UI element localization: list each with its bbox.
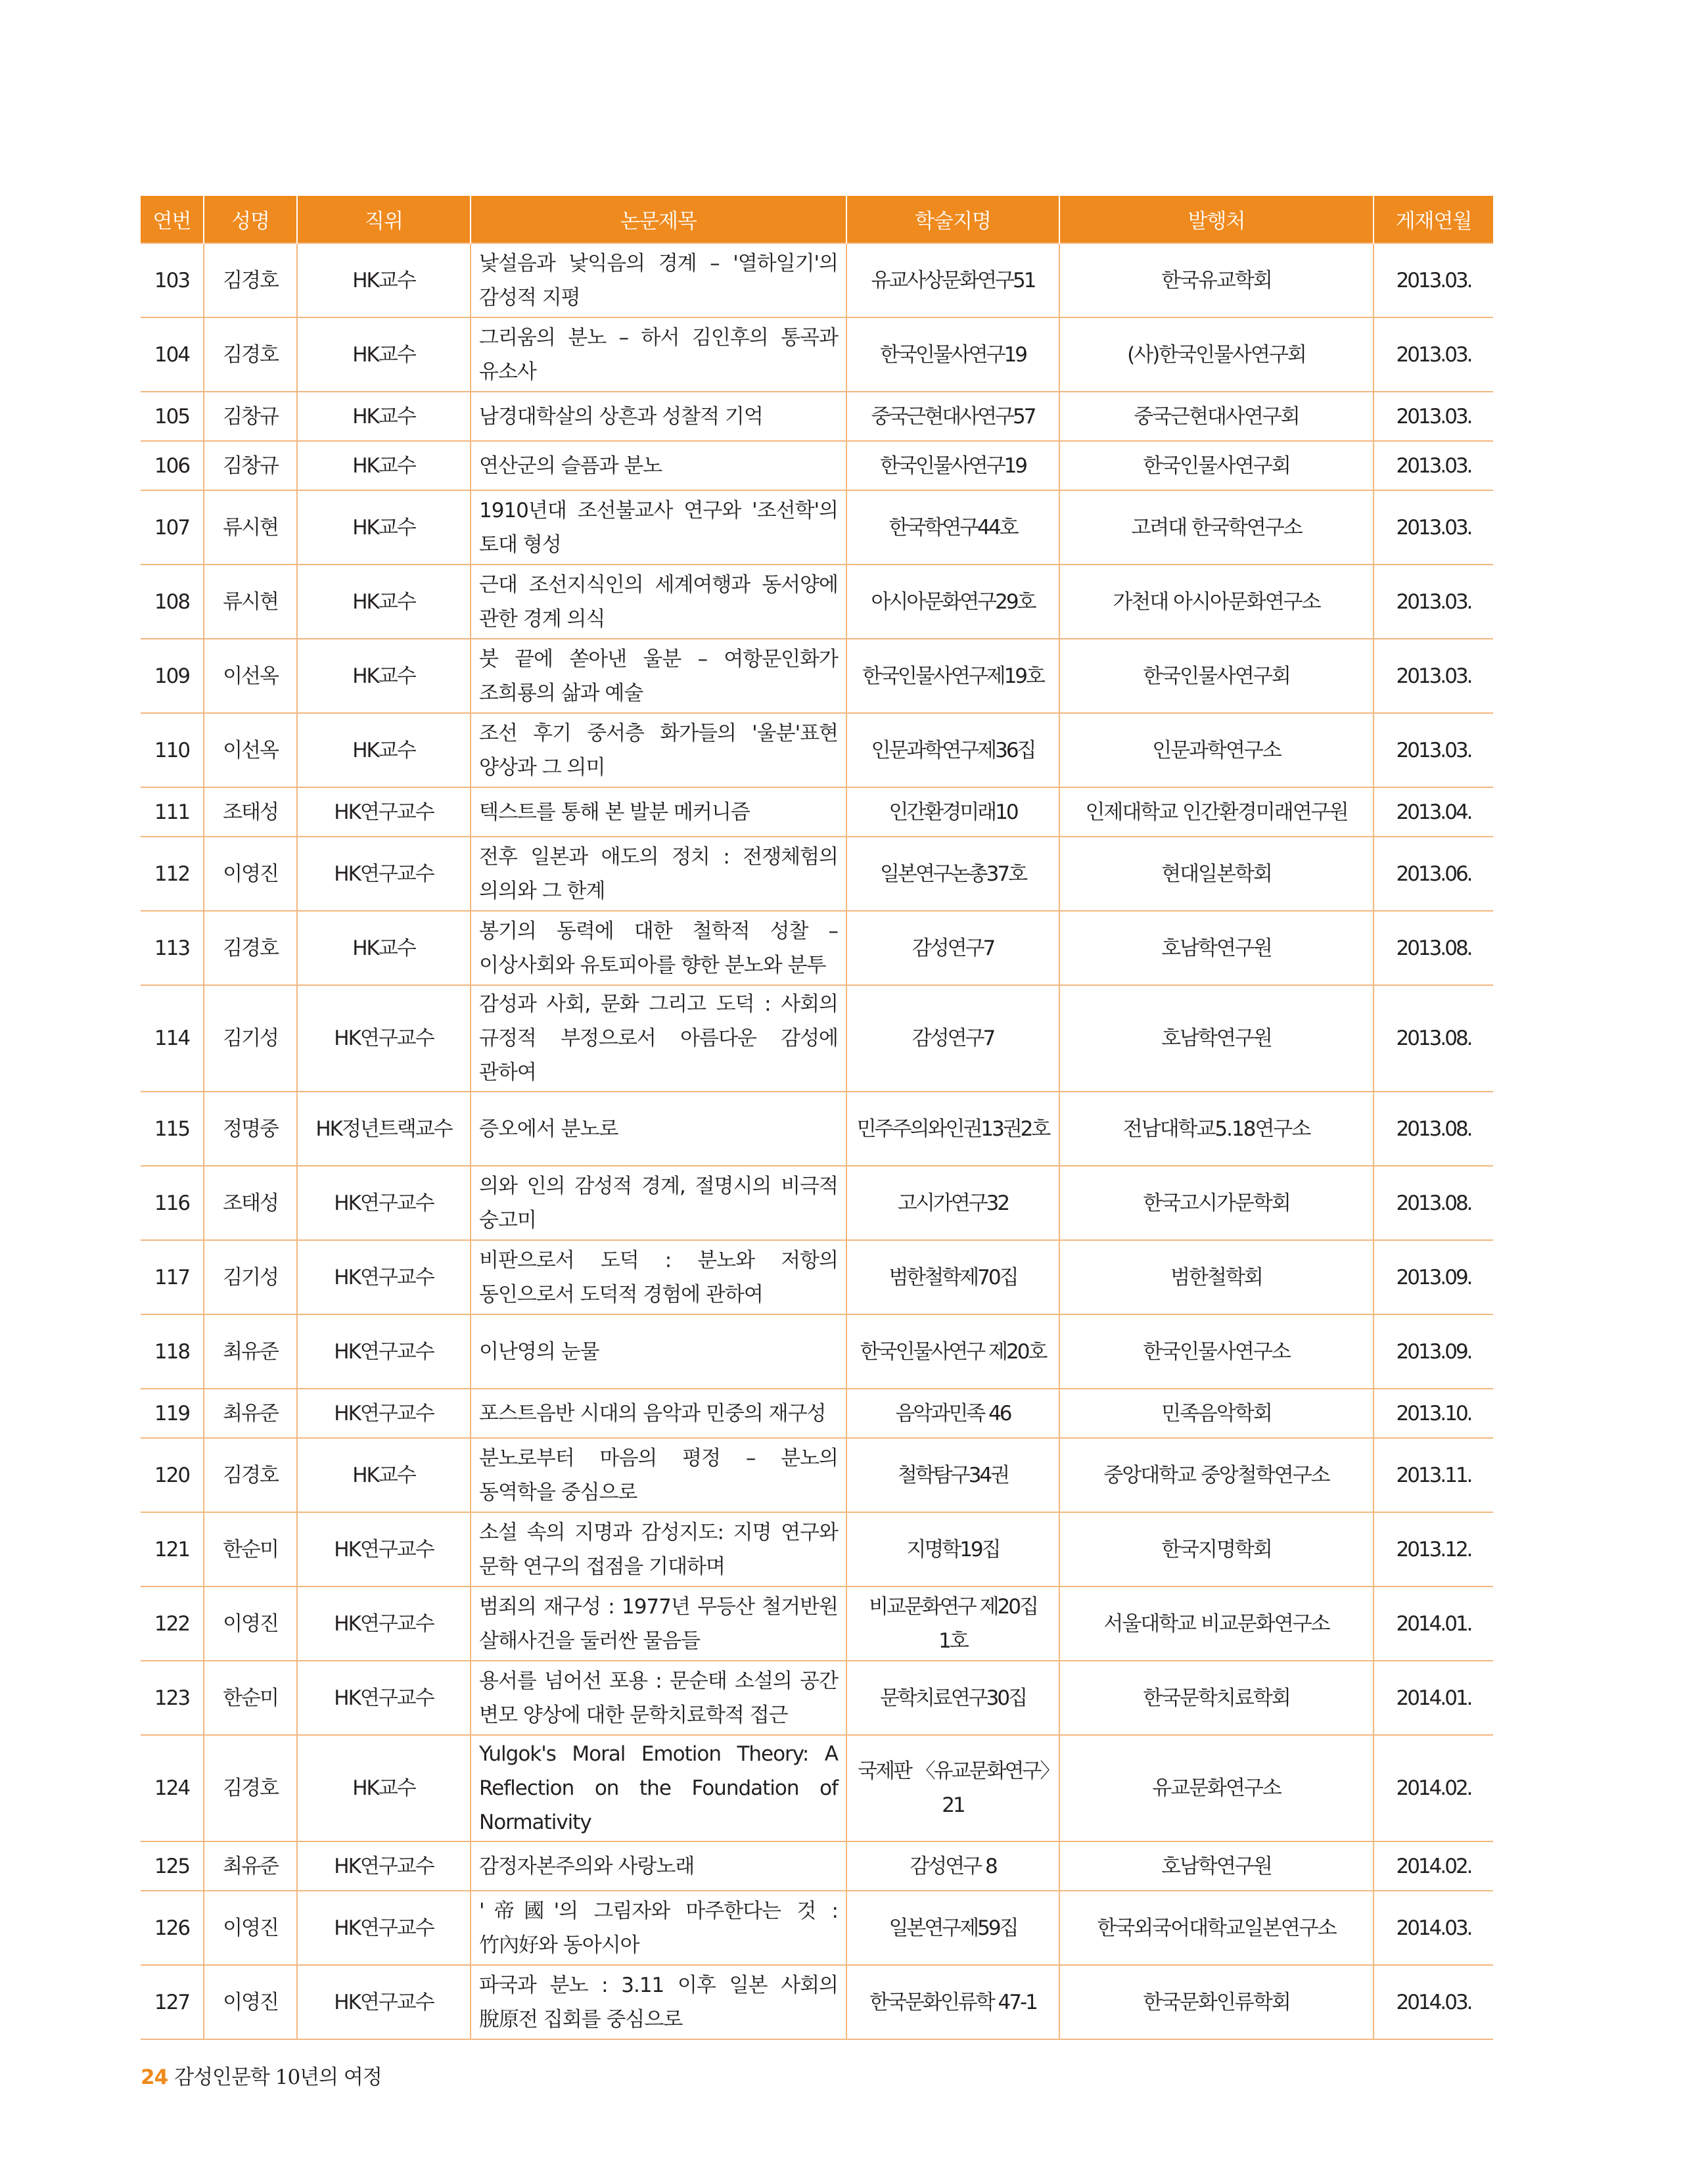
cell-title: 연산군의 슬픔과 분노 — [471, 441, 846, 490]
cell-position: HK연구교수 — [297, 1512, 471, 1586]
cell-journal: 감성연구 8 — [846, 1841, 1059, 1891]
cell-journal: 인문과학연구제36집 — [846, 713, 1059, 787]
cell-name: 이선옥 — [204, 713, 297, 787]
cell-journal: 철학탐구34권 — [846, 1438, 1059, 1512]
page-number: 24 — [141, 2066, 168, 2089]
cell-position: HK교수 — [297, 911, 471, 985]
cell-position: HK연구교수 — [297, 1841, 471, 1891]
cell-journal: 아시아문화연구29호 — [846, 565, 1059, 639]
table-row — [141, 837, 1493, 911]
cell-no: 103 — [141, 243, 204, 317]
table-row — [141, 392, 1493, 441]
cell-publisher: 인제대학교 인간환경미래연구원 — [1059, 787, 1373, 837]
cell-date: 2013.11. — [1373, 1438, 1493, 1512]
cell-journal: 중국근현대사연구57 — [846, 392, 1059, 441]
cell-name: 김경호 — [204, 317, 297, 392]
header-date: 게재연월 — [1373, 196, 1493, 243]
cell-position: HK연구교수 — [297, 1891, 471, 1965]
cell-publisher: 한국문화인류학회 — [1059, 1965, 1373, 2039]
cell-no: 123 — [141, 1661, 204, 1735]
table-header-row — [141, 196, 1493, 243]
page-footer — [141, 2060, 382, 2090]
cell-position: HK연구교수 — [297, 1389, 471, 1438]
cell-publisher: 서울대학교 비교문화연구소 — [1059, 1586, 1373, 1661]
cell-no: 125 — [141, 1841, 204, 1891]
cell-position: HK정년트랙교수 — [297, 1092, 471, 1166]
cell-position: HK연구교수 — [297, 985, 471, 1092]
cell-name: 이영진 — [204, 1891, 297, 1965]
table-row — [141, 911, 1493, 985]
header-no: 연번 — [141, 196, 204, 243]
cell-no: 112 — [141, 837, 204, 911]
cell-date: 2013.03. — [1373, 392, 1493, 441]
table-row — [141, 1512, 1493, 1586]
cell-title: 증오에서 분노로 — [471, 1092, 846, 1166]
cell-publisher: 전남대학교5.18연구소 — [1059, 1092, 1373, 1166]
cell-name: 최유준 — [204, 1841, 297, 1891]
cell-no: 120 — [141, 1438, 204, 1512]
cell-publisher: 범한철학회 — [1059, 1240, 1373, 1314]
cell-name: 한순미 — [204, 1512, 297, 1586]
cell-position: HK교수 — [297, 441, 471, 490]
cell-journal: 고시가연구32 — [846, 1166, 1059, 1240]
cell-name: 이영진 — [204, 1965, 297, 2039]
cell-position: HK연구교수 — [297, 1314, 471, 1389]
table-row — [141, 639, 1493, 713]
cell-date: 2014.01. — [1373, 1661, 1493, 1735]
cell-journal: 감성연구7 — [846, 911, 1059, 985]
cell-date: 2013.03. — [1373, 639, 1493, 713]
cell-journal: 한국문화인류학 47-1 — [846, 1965, 1059, 2039]
cell-name: 김경호 — [204, 243, 297, 317]
cell-position: HK교수 — [297, 1438, 471, 1512]
table-row — [141, 1965, 1493, 2039]
cell-position: HK교수 — [297, 639, 471, 713]
cell-no: 124 — [141, 1735, 204, 1841]
cell-publisher: 한국인물사연구소 — [1059, 1314, 1373, 1389]
cell-no: 113 — [141, 911, 204, 985]
cell-title: 봉기의 동력에 대한 철학적 성찰 – 이상사회와 유토피아를 향한 분노와 분투 — [471, 911, 846, 985]
cell-publisher: 현대일본학회 — [1059, 837, 1373, 911]
cell-name: 최유준 — [204, 1314, 297, 1389]
cell-journal: 유교사상문화연구51 — [846, 243, 1059, 317]
cell-publisher: (사)한국인물사연구회 — [1059, 317, 1373, 392]
cell-no: 126 — [141, 1891, 204, 1965]
cell-no: 117 — [141, 1240, 204, 1314]
cell-journal: 인간환경미래10 — [846, 787, 1059, 837]
cell-publisher: 가천대 아시아문화연구소 — [1059, 565, 1373, 639]
cell-no: 109 — [141, 639, 204, 713]
cell-title: 감정자본주의와 사랑노래 — [471, 1841, 846, 1891]
cell-date: 2013.10. — [1373, 1389, 1493, 1438]
cell-position: HK교수 — [297, 713, 471, 787]
cell-title: 이난영의 눈물 — [471, 1314, 846, 1389]
cell-date: 2013.03. — [1373, 713, 1493, 787]
cell-no: 105 — [141, 392, 204, 441]
cell-publisher: 민족음악학회 — [1059, 1389, 1373, 1438]
cell-date: 2013.06. — [1373, 837, 1493, 911]
table-row — [141, 1166, 1493, 1240]
cell-position: HK교수 — [297, 243, 471, 317]
table-row — [141, 1735, 1493, 1841]
cell-title: 남경대학살의 상흔과 성찰적 기억 — [471, 392, 846, 441]
cell-name: 류시현 — [204, 490, 297, 565]
cell-title: 분노로부터 마음의 평정 – 분노의 동역학을 중심으로 — [471, 1438, 846, 1512]
cell-title: 포스트음반 시대의 음악과 민중의 재구성 — [471, 1389, 846, 1438]
cell-date: 2013.03. — [1373, 441, 1493, 490]
cell-name: 최유준 — [204, 1389, 297, 1438]
cell-title: 소설 속의 지명과 감성지도: 지명 연구와 문학 연구의 접점을 기대하며 — [471, 1512, 846, 1586]
cell-date: 2013.08. — [1373, 1166, 1493, 1240]
cell-journal: 한국인물사연구19 — [846, 317, 1059, 392]
cell-no: 106 — [141, 441, 204, 490]
cell-date: 2013.03. — [1373, 243, 1493, 317]
cell-publisher: 중앙대학교 중앙철학연구소 — [1059, 1438, 1373, 1512]
cell-name: 조태성 — [204, 787, 297, 837]
cell-journal: 음악과민족 46 — [846, 1389, 1059, 1438]
cell-journal: 한국인물사연구 제20호 — [846, 1314, 1059, 1389]
table-body — [141, 243, 1493, 2039]
cell-name: 김기성 — [204, 1240, 297, 1314]
cell-date: 2014.03. — [1373, 1965, 1493, 2039]
cell-date: 2014.02. — [1373, 1841, 1493, 1891]
cell-journal: 문학치료연구30집 — [846, 1661, 1059, 1735]
cell-journal: 일본연구제59집 — [846, 1891, 1059, 1965]
cell-publisher: 한국지명학회 — [1059, 1512, 1373, 1586]
cell-title: 그리움의 분노 – 하서 김인후의 통곡과 유소사 — [471, 317, 846, 392]
cell-no: 114 — [141, 985, 204, 1092]
cell-name: 이영진 — [204, 837, 297, 911]
cell-name: 김창규 — [204, 392, 297, 441]
cell-position: HK연구교수 — [297, 837, 471, 911]
table-row — [141, 1240, 1493, 1314]
cell-date: 2013.08. — [1373, 985, 1493, 1092]
cell-title: 1910년대 조선불교사 연구와 '조선학'의 토대 형성 — [471, 490, 846, 565]
cell-publisher: 한국문학치료학회 — [1059, 1661, 1373, 1735]
table-row — [141, 985, 1493, 1092]
table-row — [141, 787, 1493, 837]
table-row — [141, 1438, 1493, 1512]
cell-name: 김기성 — [204, 985, 297, 1092]
cell-position: HK연구교수 — [297, 1661, 471, 1735]
cell-date: 2013.04. — [1373, 787, 1493, 837]
cell-date: 2013.03. — [1373, 565, 1493, 639]
cell-name: 정명중 — [204, 1092, 297, 1166]
cell-no: 111 — [141, 787, 204, 837]
cell-position: HK연구교수 — [297, 787, 471, 837]
publication-table-container — [141, 196, 1493, 2040]
cell-publisher: 고려대 한국학연구소 — [1059, 490, 1373, 565]
cell-publisher: 호남학연구원 — [1059, 985, 1373, 1092]
cell-journal: 민주주의와인권13권2호 — [846, 1092, 1059, 1166]
cell-title: 붓 끝에 쏟아낸 울분 – 여항문인화가 조희룡의 삶과 예술 — [471, 639, 846, 713]
cell-title: 전후 일본과 애도의 정치 : 전쟁체험의 의의와 그 한계 — [471, 837, 846, 911]
cell-publisher: 한국인물사연구회 — [1059, 639, 1373, 713]
cell-no: 104 — [141, 317, 204, 392]
cell-no: 119 — [141, 1389, 204, 1438]
cell-title: 감성과 사회, 문화 그리고 도덕 : 사회의 규정적 부정으로서 아름다운 감성에 관하여 — [471, 985, 846, 1092]
cell-no: 107 — [141, 490, 204, 565]
cell-journal: 지명학19집 — [846, 1512, 1059, 1586]
cell-date: 2014.03. — [1373, 1891, 1493, 1965]
publication-table — [141, 196, 1493, 2040]
cell-publisher: 한국고시가문학회 — [1059, 1166, 1373, 1240]
cell-no: 121 — [141, 1512, 204, 1586]
cell-journal: 한국학연구44호 — [846, 490, 1059, 565]
cell-journal: 한국인물사연구19 — [846, 441, 1059, 490]
table-row — [141, 1389, 1493, 1438]
cell-title: 범죄의 재구성 : 1977년 무등산 철거반원 살해사건을 둘러싼 물음들 — [471, 1586, 846, 1661]
cell-no: 115 — [141, 1092, 204, 1166]
header-title: 논문제목 — [471, 196, 846, 243]
table-row — [141, 565, 1493, 639]
cell-title: 근대 조선지식인의 세계여행과 동서양에 관한 경계 의식 — [471, 565, 846, 639]
cell-publisher: 인문과학연구소 — [1059, 713, 1373, 787]
cell-title: 의와 인의 감성적 경계, 절명시의 비극적 숭고미 — [471, 1166, 846, 1240]
cell-title: 용서를 넘어선 포용 : 문순태 소설의 공간 변모 양상에 대한 문학치료학적 접근 — [471, 1661, 846, 1735]
cell-journal: 비교문화연구 제20집 1호 — [846, 1586, 1059, 1661]
cell-title: Yulgok's Moral Emotion Theory: A Reflection on the Foundation of Normativity — [471, 1735, 846, 1841]
cell-no: 108 — [141, 565, 204, 639]
cell-title: 텍스트를 통해 본 발분 메커니즘 — [471, 787, 846, 837]
cell-date: 2013.09. — [1373, 1314, 1493, 1389]
header-name: 성명 — [204, 196, 297, 243]
cell-date: 2013.12. — [1373, 1512, 1493, 1586]
table-row — [141, 1661, 1493, 1735]
cell-position: HK연구교수 — [297, 1166, 471, 1240]
table-row — [141, 1891, 1493, 1965]
cell-publisher: 한국인물사연구회 — [1059, 441, 1373, 490]
cell-name: 류시현 — [204, 565, 297, 639]
cell-name: 이선옥 — [204, 639, 297, 713]
cell-position: HK교수 — [297, 317, 471, 392]
cell-title: 파국과 분노 : 3.11 이후 일본 사회의 脫原전 집회를 중심으로 — [471, 1965, 846, 2039]
cell-date: 2014.01. — [1373, 1586, 1493, 1661]
table-row — [141, 713, 1493, 787]
cell-position: HK연구교수 — [297, 1586, 471, 1661]
cell-no: 127 — [141, 1965, 204, 2039]
cell-name: 이영진 — [204, 1586, 297, 1661]
table-row — [141, 1314, 1493, 1389]
cell-no: 116 — [141, 1166, 204, 1240]
cell-journal: 감성연구7 — [846, 985, 1059, 1092]
cell-date: 2014.02. — [1373, 1735, 1493, 1841]
cell-name: 김경호 — [204, 1735, 297, 1841]
table-row — [141, 441, 1493, 490]
cell-journal: 일본연구논총37호 — [846, 837, 1059, 911]
cell-no: 110 — [141, 713, 204, 787]
cell-journal: 한국인물사연구제19호 — [846, 639, 1059, 713]
cell-position: HK교수 — [297, 1735, 471, 1841]
cell-name: 조태성 — [204, 1166, 297, 1240]
cell-position: HK교수 — [297, 392, 471, 441]
cell-publisher: 한국유교학회 — [1059, 243, 1373, 317]
cell-title: 낯설음과 낯익음의 경계 – '열하일기'의 감성적 지평 — [471, 243, 846, 317]
cell-publisher: 호남학연구원 — [1059, 911, 1373, 985]
cell-position: HK연구교수 — [297, 1965, 471, 2039]
cell-date: 2013.08. — [1373, 1092, 1493, 1166]
cell-journal: 범한철학제70집 — [846, 1240, 1059, 1314]
cell-no: 122 — [141, 1586, 204, 1661]
table-row — [141, 317, 1493, 392]
cell-position: HK교수 — [297, 490, 471, 565]
cell-publisher: 한국외국어대학교일본연구소 — [1059, 1891, 1373, 1965]
table-row — [141, 1586, 1493, 1661]
cell-publisher: 호남학연구원 — [1059, 1841, 1373, 1891]
cell-date: 2013.03. — [1373, 317, 1493, 392]
cell-publisher: 중국근현대사연구회 — [1059, 392, 1373, 441]
cell-name: 한순미 — [204, 1661, 297, 1735]
cell-title: 조선 후기 중서층 화가들의 '울분'표현 양상과 그 의미 — [471, 713, 846, 787]
header-publisher: 발행처 — [1059, 196, 1373, 243]
cell-name: 김경호 — [204, 911, 297, 985]
cell-date: 2013.08. — [1373, 911, 1493, 985]
table-row — [141, 490, 1493, 565]
cell-journal: 국제판 〈유교문화연구〉21 — [846, 1735, 1059, 1841]
cell-no: 118 — [141, 1314, 204, 1389]
cell-date: 2013.03. — [1373, 490, 1493, 565]
header-position: 직위 — [297, 196, 471, 243]
table-row — [141, 1841, 1493, 1891]
cell-title: '帝國'의 그림자와 마주한다는 것 : 竹內好와 동아시아 — [471, 1891, 846, 1965]
header-journal: 학술지명 — [846, 196, 1059, 243]
cell-position: HK교수 — [297, 565, 471, 639]
cell-publisher: 유교문화연구소 — [1059, 1735, 1373, 1841]
book-title: 감성인문학 10년의 여정 — [174, 2066, 382, 2089]
table-row — [141, 1092, 1493, 1166]
table-row — [141, 243, 1493, 317]
cell-date: 2013.09. — [1373, 1240, 1493, 1314]
cell-name: 김창규 — [204, 441, 297, 490]
cell-name: 김경호 — [204, 1438, 297, 1512]
cell-position: HK연구교수 — [297, 1240, 471, 1314]
cell-title: 비판으로서 도덕 : 분노와 저항의 동인으로서 도덕적 경험에 관하여 — [471, 1240, 846, 1314]
